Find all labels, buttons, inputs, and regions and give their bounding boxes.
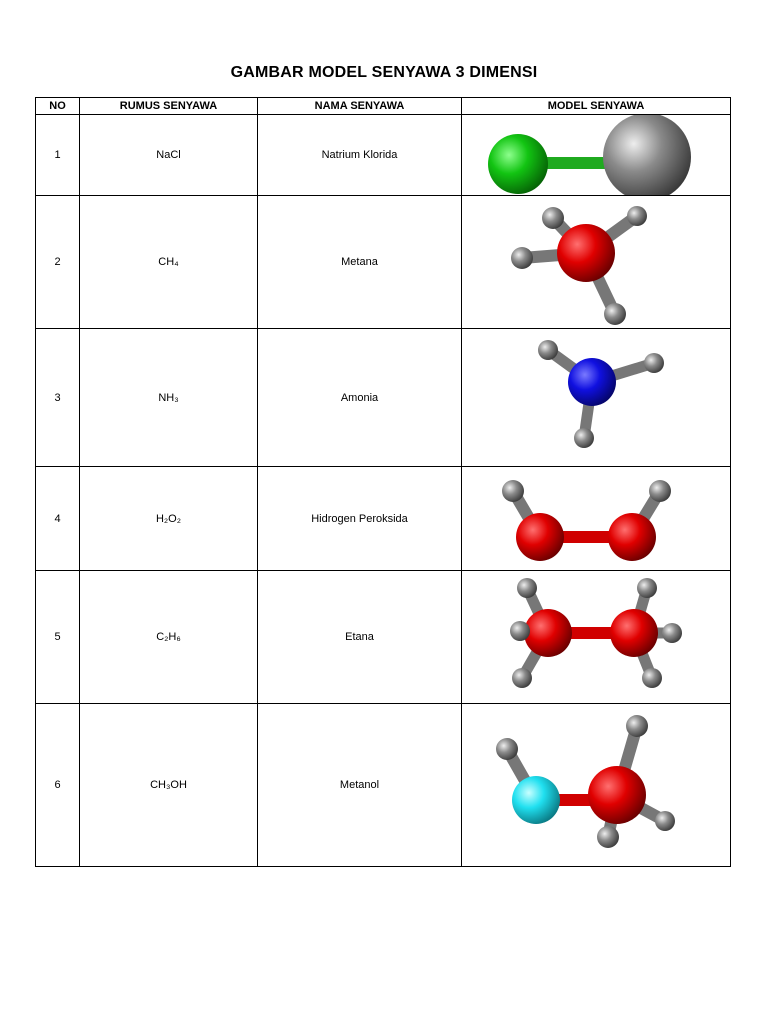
header-no: NO <box>36 98 80 115</box>
compound-formula: CH₄ <box>80 196 258 329</box>
c2h6-model <box>462 571 730 703</box>
compound-name: Etana <box>258 571 462 704</box>
table-row <box>36 467 731 571</box>
compound-formula: C₂H₆ <box>80 571 258 704</box>
table-row <box>36 571 731 704</box>
table-row <box>36 115 731 196</box>
row-number: 2 <box>36 196 80 329</box>
compound-name: Hidrogen Peroksida <box>258 467 462 571</box>
table-row <box>36 704 731 867</box>
header-name: NAMA SENYAWA <box>258 98 462 115</box>
row-number: 5 <box>36 571 80 704</box>
h2o2-model <box>462 467 730 570</box>
nh3-model <box>462 329 730 466</box>
model-cell <box>462 115 731 196</box>
compound-formula: CH₃OH <box>80 704 258 867</box>
nacl-model <box>462 115 730 195</box>
header-model: MODEL SENYAWA <box>462 98 731 115</box>
page-title: GAMBAR MODEL SENYAWA 3 DIMENSI <box>230 64 538 81</box>
model-cell <box>462 571 731 704</box>
row-number: 6 <box>36 704 80 867</box>
model-cell <box>462 196 731 329</box>
ch4-model <box>462 196 730 328</box>
model-cell <box>462 329 731 467</box>
compound-formula: H₂O₂ <box>80 467 258 571</box>
row-number: 4 <box>36 467 80 571</box>
compound-formula: NH₃ <box>80 329 258 467</box>
compound-name: Metana <box>258 196 462 329</box>
model-cell <box>462 704 731 867</box>
table-row <box>36 329 731 467</box>
model-cell <box>462 467 731 571</box>
row-number: 3 <box>36 329 80 467</box>
compound-name: Natrium Klorida <box>258 115 462 196</box>
compound-name: Amonia <box>258 329 462 467</box>
ch3oh-model <box>462 704 730 866</box>
compound-table <box>35 97 731 867</box>
compound-formula: NaCl <box>80 115 258 196</box>
compound-name: Metanol <box>258 704 462 867</box>
row-number: 1 <box>36 115 80 196</box>
table-header-row <box>36 98 731 115</box>
table-row <box>36 196 731 329</box>
header-formula: RUMUS SENYAWA <box>80 98 258 115</box>
